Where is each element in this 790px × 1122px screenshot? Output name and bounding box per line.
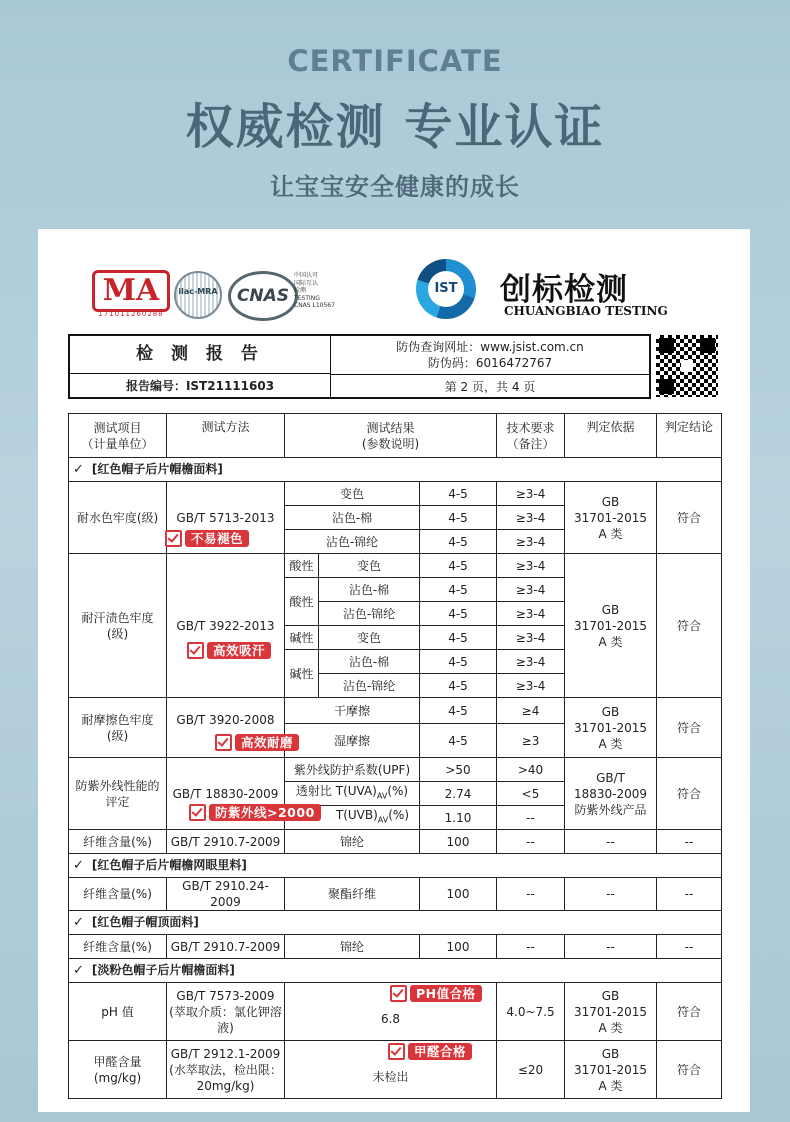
check-icon: ✓: [73, 462, 84, 477]
table-row: $T(UVB)_{AV}(\%)$ 1.10 --: [69, 806, 722, 830]
table-row: 湿摩擦 4-5 ≥3: [69, 724, 722, 758]
table-row: pH 值 GB/T 7573-2009 (萃取介质：氯化钾溶 液) PH值合格 6.8 4.0~7.5 GB 31701-2015 A 类 符合: [69, 983, 722, 1041]
col-header-result: 测试结果 (参数说明): [285, 414, 497, 458]
checkbox-icon: [390, 985, 407, 1002]
table-row: 沾色-锦纶 4-5 ≥3-4: [69, 602, 722, 626]
report-title: 检 测 报 告: [70, 336, 331, 374]
table-row: 耐摩擦色牢度 (级) GB/T 3920-2008 高效耐磨 干摩擦 4-5 ≥4 GB 31701-2015 A 类 符合: [69, 698, 722, 724]
table-row: 纤维含量(%) GB/T 2910.7-2009 锦纶 100 -- -- --: [69, 935, 722, 959]
brand-name-cn: 创标检测: [500, 272, 628, 308]
qr-code[interactable]: [656, 335, 718, 397]
section-row: ✓ [红色帽子帽顶面料]: [69, 911, 722, 935]
header-title-cn: 权威检测 专业认证: [185, 99, 605, 155]
table-row: 甲醛含量 (mg/kg) GB/T 2912.1-2009 (水萃取法，检出限： 20mg/kg) 甲醛合格 未检出 ≤20 GB 31701-2015 A 类 符合: [69, 1041, 722, 1099]
col-header-basis: 判定依据: [565, 414, 657, 458]
cnas-logo: CNAS: [228, 271, 298, 321]
page-indicator: 第 2 页，共 4 页: [331, 374, 649, 400]
report-number: 报告编号：IST21111603: [70, 374, 331, 399]
table-header-row: [69, 414, 722, 458]
report-header-box: [68, 334, 651, 399]
header-title-en: CERTIFICATE: [287, 44, 503, 78]
checkbox-icon: [215, 734, 232, 751]
checkbox-icon: [187, 642, 204, 659]
section-row: ✓ [淡粉色帽子后片帽檐面料]: [69, 959, 722, 983]
table-row: 纤维含量(%) GB/T 2910.7-2009 锦纶 100 -- -- --: [69, 830, 722, 854]
badge-formaldehyde-qualified: 甲醛合格: [388, 1043, 472, 1060]
header-subtitle: 让宝宝安全健康的成长: [270, 173, 520, 201]
col-header-method: 测试方法: [167, 414, 285, 458]
check-icon: ✓: [73, 963, 84, 978]
table-row: 沾色-棉 4-5 ≥3-4: [69, 506, 722, 530]
badge-fade-resistant: 不易褪色: [165, 530, 249, 547]
col-header-conclusion: 判定结论: [657, 414, 722, 458]
cnas-info: 中国认可 国际互认 检测 TESTING CNAS L10567: [294, 272, 335, 309]
check-icon: ✓: [73, 915, 84, 930]
anti-fake-info: 防伪查询网址：www.jsist.com.cn 防伪码：6016472767: [396, 340, 584, 370]
col-header-item: 测试项目 （计量单位）: [69, 414, 167, 458]
checkbox-icon: [388, 1043, 405, 1060]
table-row: 沾色-锦纶 4-5 ≥3-4: [69, 530, 722, 554]
table-row: 沾色-锦纶 4-5 ≥3-4: [69, 674, 722, 698]
checkbox-icon: [165, 530, 182, 547]
section-row: ✓ [红色帽子后片帽檐网眼里料]: [69, 854, 722, 878]
badge-wear-resistant: 高效耐磨: [215, 734, 299, 751]
ilac-mra-label: ilac-MRA: [178, 287, 218, 296]
cma-number: 171011260288: [98, 310, 164, 318]
checkbox-icon: [189, 804, 206, 821]
ist-logo: IST: [416, 259, 476, 319]
section-row: ✓ [红色帽子后片帽檐面料]: [69, 458, 722, 482]
badge-sweat-absorbent: 高效吸汗: [187, 642, 271, 659]
certificate-document: [38, 229, 750, 1112]
table-row: 耐水色牢度(级) GB/T 5713-2013 不易褪色 变色 4-5 ≥3-4 GB 31701-2015 A 类 符合: [69, 482, 722, 506]
check-icon: ✓: [73, 858, 84, 873]
table-row: 碱性 沾色-棉 4-5 ≥3-4: [69, 650, 722, 674]
table-row: 纤维含量(%) GB/T 2910.24-2009 聚酯纤维 100 -- -- --: [69, 878, 722, 911]
table-row: 透射比 $T(UVA)_{AV}(\%)$ 2.74 <5: [69, 782, 722, 806]
col-header-req: 技术要求 （备注）: [497, 414, 565, 458]
badge-uv-protection: 防紫外线>2000: [189, 804, 321, 821]
table-row: 防紫外线性能的 评定 GB/T 18830-2009 防紫外线>2000 紫外线防护系数(UPF) >50 >40 GB/T 18830-2009 防紫外线产品 符合: [69, 758, 722, 782]
table-row: 碱性 变色 4-5 ≥3-4: [69, 626, 722, 650]
brand-name-en: CHUANGBIAO TESTING: [504, 304, 668, 318]
table-row: 酸性 沾色-棉 4-5 ≥3-4: [69, 578, 722, 602]
badge-ph-qualified: PH值合格: [390, 985, 482, 1002]
cma-logo: MA: [92, 270, 170, 312]
test-results-table: [68, 413, 722, 1099]
table-row: 耐汗渍色牢度 (级) GB/T 3922-2013 高效吸汗 酸性 变色 4-5 ≥3-4 GB 31701-2015 A 类 符合: [69, 554, 722, 578]
